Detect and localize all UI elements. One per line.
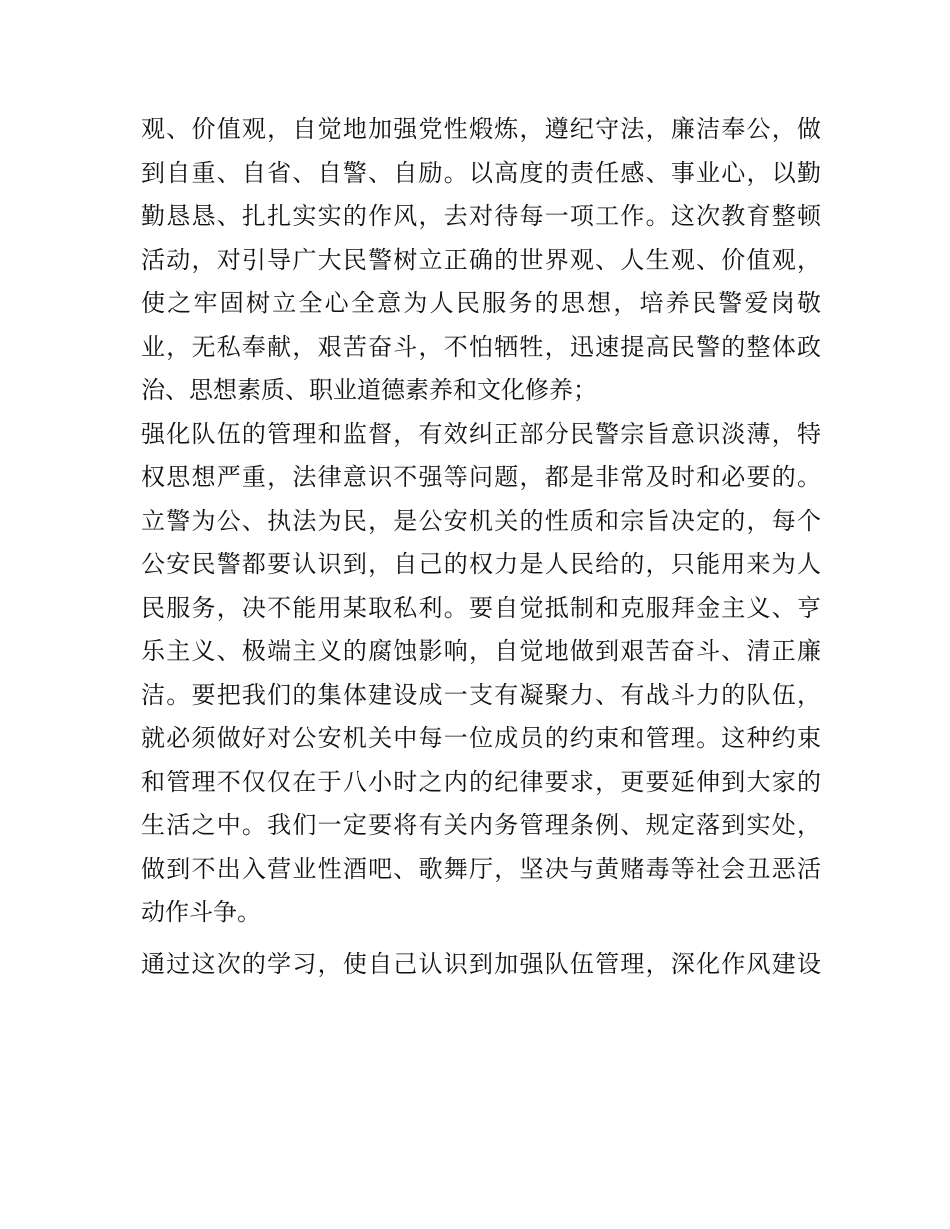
text-line: 观、价值观，自觉地加强党性煅炼，遵纪守法，廉洁奉公，做 [141,115,821,143]
text-line: 通过这次的学习，使自己认识到加强队伍管理，深化作风建设 [141,949,821,978]
text-line: 就必须做好对公安机关中每一位成员的约束和管理。这种约束 [141,724,821,752]
text-line: 动作斗争。 [141,898,261,926]
text-line: 做到不出入营业性酒吧、歌舞厅，坚决与黄赌毒等社会丑恶活 [141,854,821,883]
paragraph-2 [141,413,821,935]
text-line: 勤恳恳、扎扎实实的作风，去对待每一项工作。这次教育整顿 [141,202,821,230]
text-line: 立警为公、执法为民，是公安机关的性质和宗旨决定的，每个 [141,506,821,535]
text-line: 公安民警都要认识到，自己的权力是人民给的，只能用来为人 [141,550,821,578]
text-line: 使之牢固树立全心全意为人民服务的思想，培养民警爱岗敬 [141,289,821,317]
text-line: 乐主义、极端主义的腐蚀影响，自觉地做到艰苦奋斗、清正廉 [141,637,821,665]
text-line: 权思想严重，法律意识不强等问题，都是非常及时和必要的。 [141,463,821,491]
text-line: 生活之中。我们一定要将有关内务管理条例、规定落到实处， [141,811,821,839]
text-line: 活动，对引导广大民警树立正确的世界观、人生观、价值观， [141,245,821,274]
text-line: 到自重、自省、自警、自励。以高度的责任感、事业心，以勤 [141,158,821,187]
text-line: 强化队伍的管理和监督，有效纠正部分民警宗旨意识淡薄，特 [141,419,821,448]
text-line: 洁。要把我们的集体建设成一支有凝聚力、有战斗力的队伍， [141,680,821,709]
paragraph-1 [141,108,821,413]
text-line: 治、思想素质、职业道德素养和文化修养； [141,376,597,404]
paragraph-3 [141,943,821,987]
text-line: 业，无私奉献，艰苦奋斗，不怕牺牲，迅速提高民警的整体政 [141,332,821,361]
text-line: 民服务，决不能用某取私利。要自觉抵制和克服拜金主义、亨 [141,593,821,622]
paragraph-spacer [141,935,821,943]
document-body [141,108,821,986]
text-line: 和管理不仅仅在于八小时之内的纪律要求，更要延伸到大家的 [141,767,821,796]
